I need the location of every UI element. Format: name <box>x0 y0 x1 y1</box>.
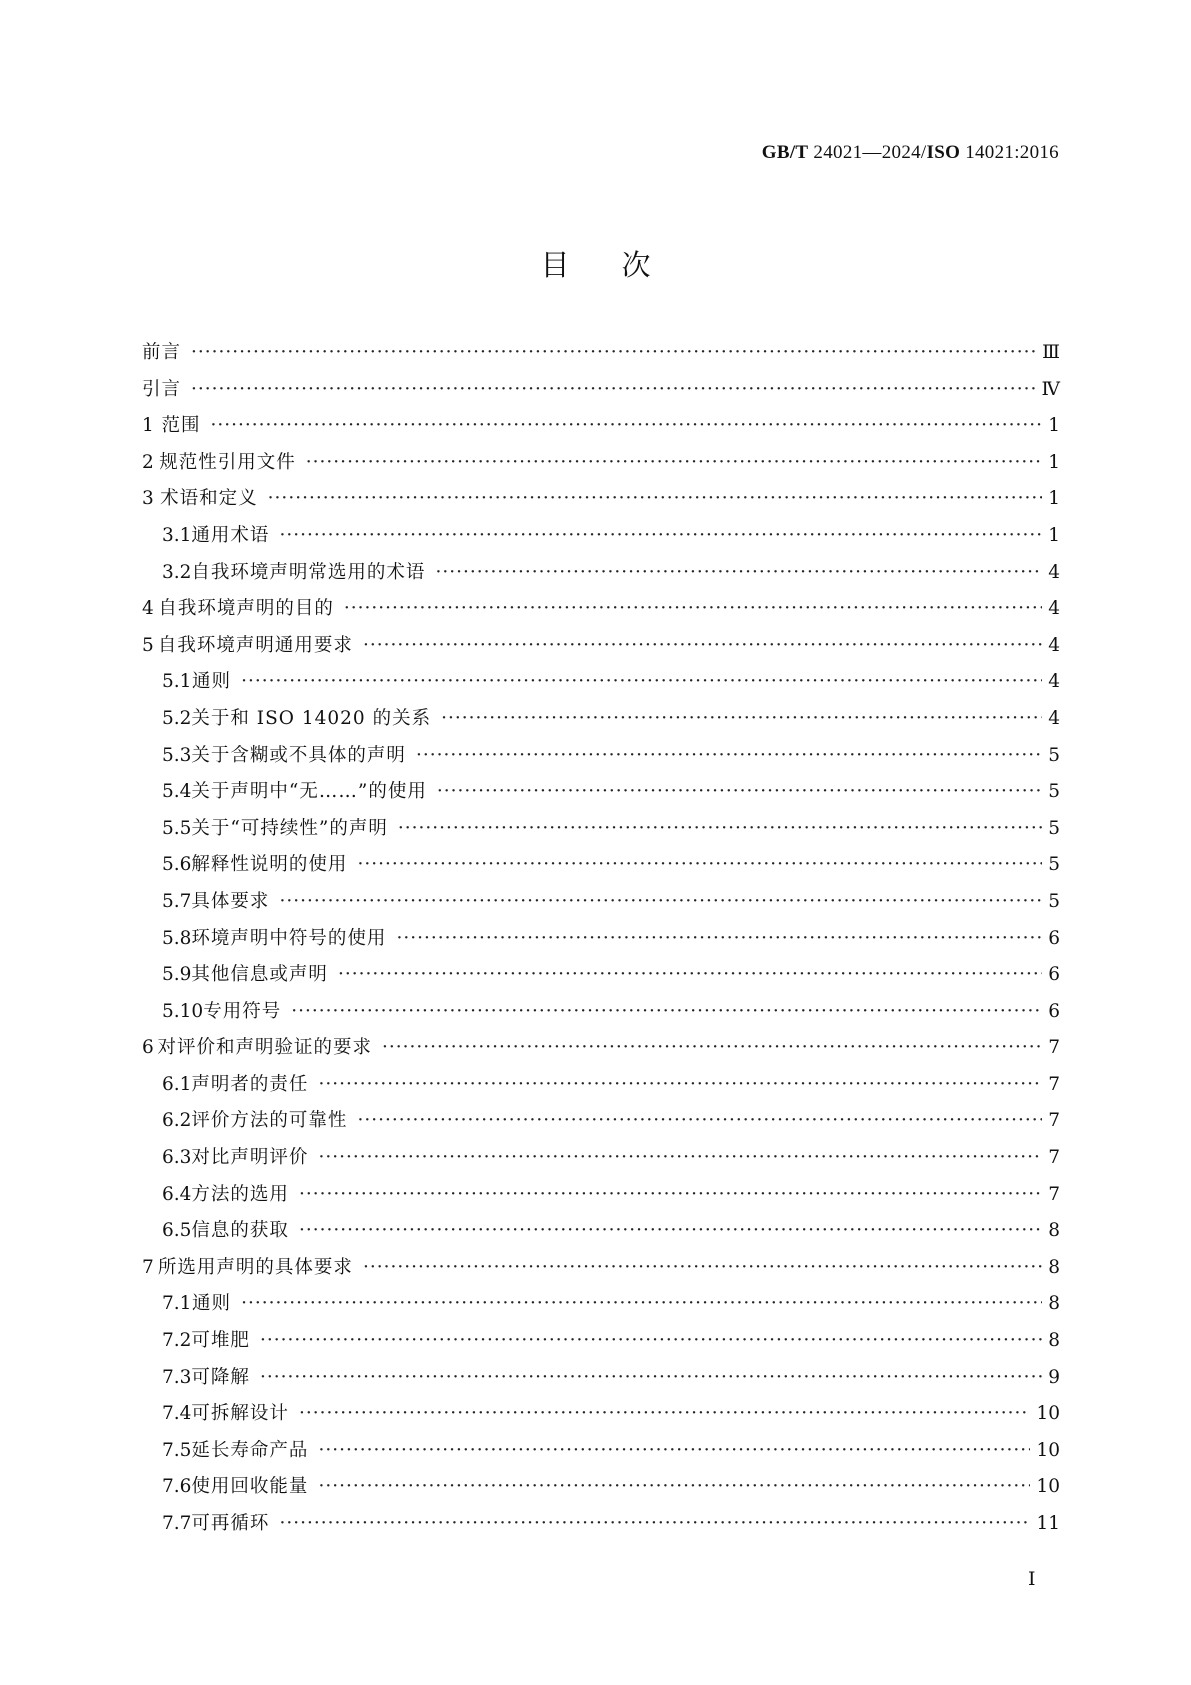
toc-entry-page: 5 <box>1048 854 1060 876</box>
toc-entry-number: 5.9 <box>162 964 192 986</box>
toc-entry-label: 可拆解设计 <box>191 1403 289 1425</box>
toc-entry-page: 7 <box>1048 1073 1060 1095</box>
toc-entry[interactable] <box>142 411 1060 448</box>
toc-entry-label: 其他信息或声明 <box>191 964 328 986</box>
toc-entry-page: 1 <box>1048 415 1060 437</box>
toc-entry[interactable] <box>142 1070 1060 1107</box>
toc-entry-page: Ⅳ <box>1041 378 1060 400</box>
toc-entry[interactable] <box>142 1253 1060 1290</box>
toc-entry-page: 10 <box>1036 1403 1060 1425</box>
toc-entry-label: 具体要求 <box>191 890 270 912</box>
toc-entry-page: 8 <box>1048 1293 1060 1315</box>
toc-leader-dots <box>279 891 1042 912</box>
toc-entry[interactable] <box>142 484 1060 521</box>
page-title: 目次 <box>540 248 703 282</box>
toc-entry-number: 6.1 <box>162 1073 192 1095</box>
standard-code-iso: ISO <box>926 142 961 163</box>
toc-entry[interactable] <box>142 1289 1060 1326</box>
toc-entry-page: 5 <box>1048 817 1060 839</box>
toc-leader-dots <box>299 1403 1031 1424</box>
toc-entry-page: 7 <box>1048 1110 1060 1132</box>
toc-entry[interactable] <box>142 375 1060 412</box>
toc-entry-number: 5.8 <box>162 927 192 949</box>
toc-entry-label: 声明者的责任 <box>191 1073 309 1095</box>
toc-entry-page: 11 <box>1036 1513 1060 1534</box>
toc-leader-dots <box>211 415 1043 436</box>
toc-entry-label: 对比声明评价 <box>191 1147 309 1169</box>
toc-entry-number: 7.3 <box>162 1366 192 1388</box>
toc-leader-dots <box>318 1440 1030 1461</box>
toc-entry-label: 方法的选用 <box>191 1183 289 1205</box>
toc-entry-number: 1 <box>142 415 154 437</box>
toc-entry-number: 6.2 <box>162 1110 192 1132</box>
toc-entry-number: 2 <box>142 451 154 473</box>
toc-entry-number: 5.2 <box>162 707 192 729</box>
toc-entry[interactable] <box>142 1106 1060 1143</box>
toc-leader-dots <box>279 525 1042 546</box>
toc-entry-label: 延长寿命产品 <box>191 1439 309 1461</box>
toc-entry[interactable] <box>142 1472 1060 1509</box>
toc-leader-dots <box>363 1257 1042 1278</box>
toc-entry-label: 前言 <box>142 342 182 363</box>
toc-entry-page: 4 <box>1048 634 1060 656</box>
standard-code-prefix: GB/T <box>761 142 809 163</box>
toc-entry-number: 7.5 <box>162 1439 192 1461</box>
toc-entry-number: 7.6 <box>162 1476 192 1498</box>
toc-entry-number: 7.2 <box>162 1330 192 1352</box>
toc-entry[interactable] <box>142 1216 1060 1253</box>
toc-entry-label: 规范性引用文件 <box>159 451 296 473</box>
toc-entry-number: 7.7 <box>162 1513 192 1534</box>
toc-entry[interactable] <box>142 1363 1060 1400</box>
toc-leader-dots <box>441 708 1042 729</box>
toc-entry-page: 4 <box>1048 598 1060 620</box>
toc-leader-dots <box>191 342 1036 363</box>
toc-leader-dots <box>344 598 1042 619</box>
toc-leader-dots <box>318 1476 1030 1497</box>
toc-entry[interactable] <box>142 1326 1060 1363</box>
toc-entry-number: 6 <box>142 1037 154 1059</box>
toc-entry-label: 通则 <box>192 1293 232 1315</box>
toc-entry-label: 环境声明中符号的使用 <box>191 927 387 949</box>
toc-entry[interactable] <box>142 960 1060 997</box>
toc-entry-number: 3.2 <box>162 561 192 583</box>
toc-entry-number: 3.1 <box>162 524 192 546</box>
toc-entry[interactable] <box>142 997 1060 1034</box>
toc-entry-page: 7 <box>1048 1147 1060 1169</box>
toc-entry[interactable] <box>142 850 1060 887</box>
toc-entry-label: 关于含糊或不具体的声明 <box>191 744 406 766</box>
toc-entry[interactable] <box>142 777 1060 814</box>
toc-entry-number: 5.4 <box>162 781 192 803</box>
toc-leader-dots <box>241 671 1042 692</box>
toc-leader-dots <box>437 781 1042 802</box>
toc-leader-dots <box>435 562 1042 583</box>
toc-entry-number: 5.6 <box>162 854 192 876</box>
toc-entry-label: 所选用声明的具体要求 <box>157 1256 353 1278</box>
toc-leader-dots <box>416 745 1042 766</box>
toc-entry-label: 术语和定义 <box>160 488 258 510</box>
toc-leader-dots <box>260 1367 1042 1388</box>
toc-entry-page: 5 <box>1048 744 1060 766</box>
toc-entry-label: 自我环境声明通用要求 <box>157 634 353 656</box>
toc-leader-dots <box>318 1074 1042 1095</box>
page-number: I <box>1028 1568 1036 1590</box>
toc-entry[interactable] <box>142 887 1060 924</box>
toc-entry-page: 4 <box>1048 707 1060 729</box>
toc-entry-label: 对评价和声明验证的要求 <box>157 1037 372 1059</box>
toc-entry-page: 5 <box>1048 890 1060 912</box>
toc-entry[interactable] <box>142 338 1060 375</box>
toc-entry-page: 6 <box>1048 1000 1060 1022</box>
toc-entry-page: 6 <box>1048 927 1060 949</box>
toc-entry-label: 可再循环 <box>191 1513 270 1534</box>
toc-entry-page: 1 <box>1048 451 1060 473</box>
toc-entry-number: 7.4 <box>162 1403 192 1425</box>
toc-leader-dots <box>338 964 1042 985</box>
toc-leader-dots <box>268 488 1042 509</box>
toc-entry-page: 1 <box>1048 488 1060 510</box>
toc-entry[interactable] <box>142 667 1060 704</box>
toc-entry-page: 9 <box>1048 1366 1060 1388</box>
toc-entry-page: 7 <box>1048 1183 1060 1205</box>
toc-entry-number: 7.1 <box>162 1293 192 1315</box>
toc-entry[interactable] <box>142 704 1060 741</box>
toc-leader-dots <box>396 928 1042 949</box>
toc-entry[interactable] <box>142 631 1060 668</box>
toc-entry[interactable] <box>142 521 1060 558</box>
toc-entry-number: 6.3 <box>162 1147 192 1169</box>
toc-entry-number: 3 <box>142 488 154 510</box>
toc-entry[interactable] <box>142 1509 1060 1546</box>
toc-entry-number: 6.5 <box>162 1220 192 1242</box>
toc-entry[interactable] <box>142 448 1060 485</box>
toc-entry[interactable] <box>142 1436 1060 1473</box>
toc-leader-dots <box>299 1220 1042 1241</box>
toc-entry-page: 10 <box>1036 1476 1060 1498</box>
toc-entry-label: 范围 <box>161 415 201 437</box>
standard-code-iso-number: 14021:2016 <box>960 142 1059 163</box>
toc-entry-label: 可堆肥 <box>191 1330 250 1352</box>
toc-entry-number: 5.5 <box>162 817 192 839</box>
toc-leader-dots <box>357 854 1042 875</box>
toc-entry-number: 5.3 <box>162 744 192 766</box>
toc-entry[interactable] <box>142 924 1060 961</box>
toc-entry-page: 4 <box>1048 561 1060 583</box>
toc-entry-label: 引言 <box>142 378 182 400</box>
toc-entry-page: 6 <box>1048 964 1060 986</box>
toc-leader-dots <box>299 1184 1042 1205</box>
toc-entry-label: 通则 <box>192 671 232 693</box>
toc-entry-label: 专用符号 <box>203 1000 282 1022</box>
toc-entry-page: 5 <box>1048 781 1060 803</box>
toc-entry[interactable] <box>142 1143 1060 1180</box>
toc-entry-label: 关于和 ISO 14020 的关系 <box>191 707 432 729</box>
toc-entry[interactable] <box>142 814 1060 851</box>
toc-entry-number: 4 <box>142 598 154 620</box>
toc-entry-page: 10 <box>1036 1439 1060 1461</box>
toc-entry-number: 7 <box>142 1256 154 1278</box>
toc-entry-number: 5.7 <box>162 890 192 912</box>
toc-entry-label: 关于声明中“无……”的使用 <box>191 781 427 803</box>
toc-entry-number: 5 <box>142 634 154 656</box>
toc-entry[interactable] <box>142 741 1060 778</box>
toc-leader-dots <box>357 1110 1042 1131</box>
toc-entry-page: 8 <box>1048 1330 1060 1352</box>
toc-entry-label: 评价方法的可靠性 <box>191 1110 348 1132</box>
toc-entry-label: 解释性说明的使用 <box>191 854 348 876</box>
toc-entry-number: 6.4 <box>162 1183 192 1205</box>
toc-entry-page: 1 <box>1048 524 1060 546</box>
toc-entry[interactable] <box>142 1033 1060 1070</box>
toc-entry-label: 通用术语 <box>191 524 270 546</box>
toc-entry[interactable] <box>142 1399 1060 1436</box>
toc-leader-dots <box>382 1037 1042 1058</box>
toc-leader-dots <box>363 635 1042 656</box>
toc-leader-dots <box>191 379 1036 400</box>
toc-entry-page: 7 <box>1048 1037 1060 1059</box>
toc-leader-dots <box>398 818 1042 839</box>
toc-entry-label: 关于“可持续性”的声明 <box>191 817 388 839</box>
toc-leader-dots <box>291 1001 1042 1022</box>
toc-leader-dots <box>241 1293 1042 1314</box>
table-of-contents <box>142 338 1060 1546</box>
toc-entry[interactable] <box>142 558 1060 595</box>
toc-entry[interactable] <box>142 594 1060 631</box>
toc-entry-label: 可降解 <box>191 1366 250 1388</box>
toc-entry[interactable] <box>142 1180 1060 1217</box>
toc-entry-number: 5.10 <box>162 1000 204 1022</box>
toc-entry-number: 5.1 <box>162 671 192 693</box>
standard-code-number: 24021—2024/ <box>808 142 927 163</box>
toc-leader-dots <box>306 452 1042 473</box>
toc-entry-label: 信息的获取 <box>191 1220 289 1242</box>
toc-leader-dots <box>279 1513 1030 1534</box>
toc-leader-dots <box>318 1147 1042 1168</box>
standard-code-header <box>762 142 1059 164</box>
toc-entry-page: 8 <box>1048 1220 1060 1242</box>
toc-entry-label: 使用回收能量 <box>191 1476 309 1498</box>
toc-entry-label: 自我环境声明的目的 <box>158 598 334 620</box>
toc-entry-page: 4 <box>1048 671 1060 693</box>
toc-entry-page: Ⅲ <box>1042 342 1060 363</box>
toc-leader-dots <box>260 1330 1042 1351</box>
toc-entry-label: 自我环境声明常选用的术语 <box>191 561 426 583</box>
toc-entry-page: 8 <box>1048 1256 1060 1278</box>
